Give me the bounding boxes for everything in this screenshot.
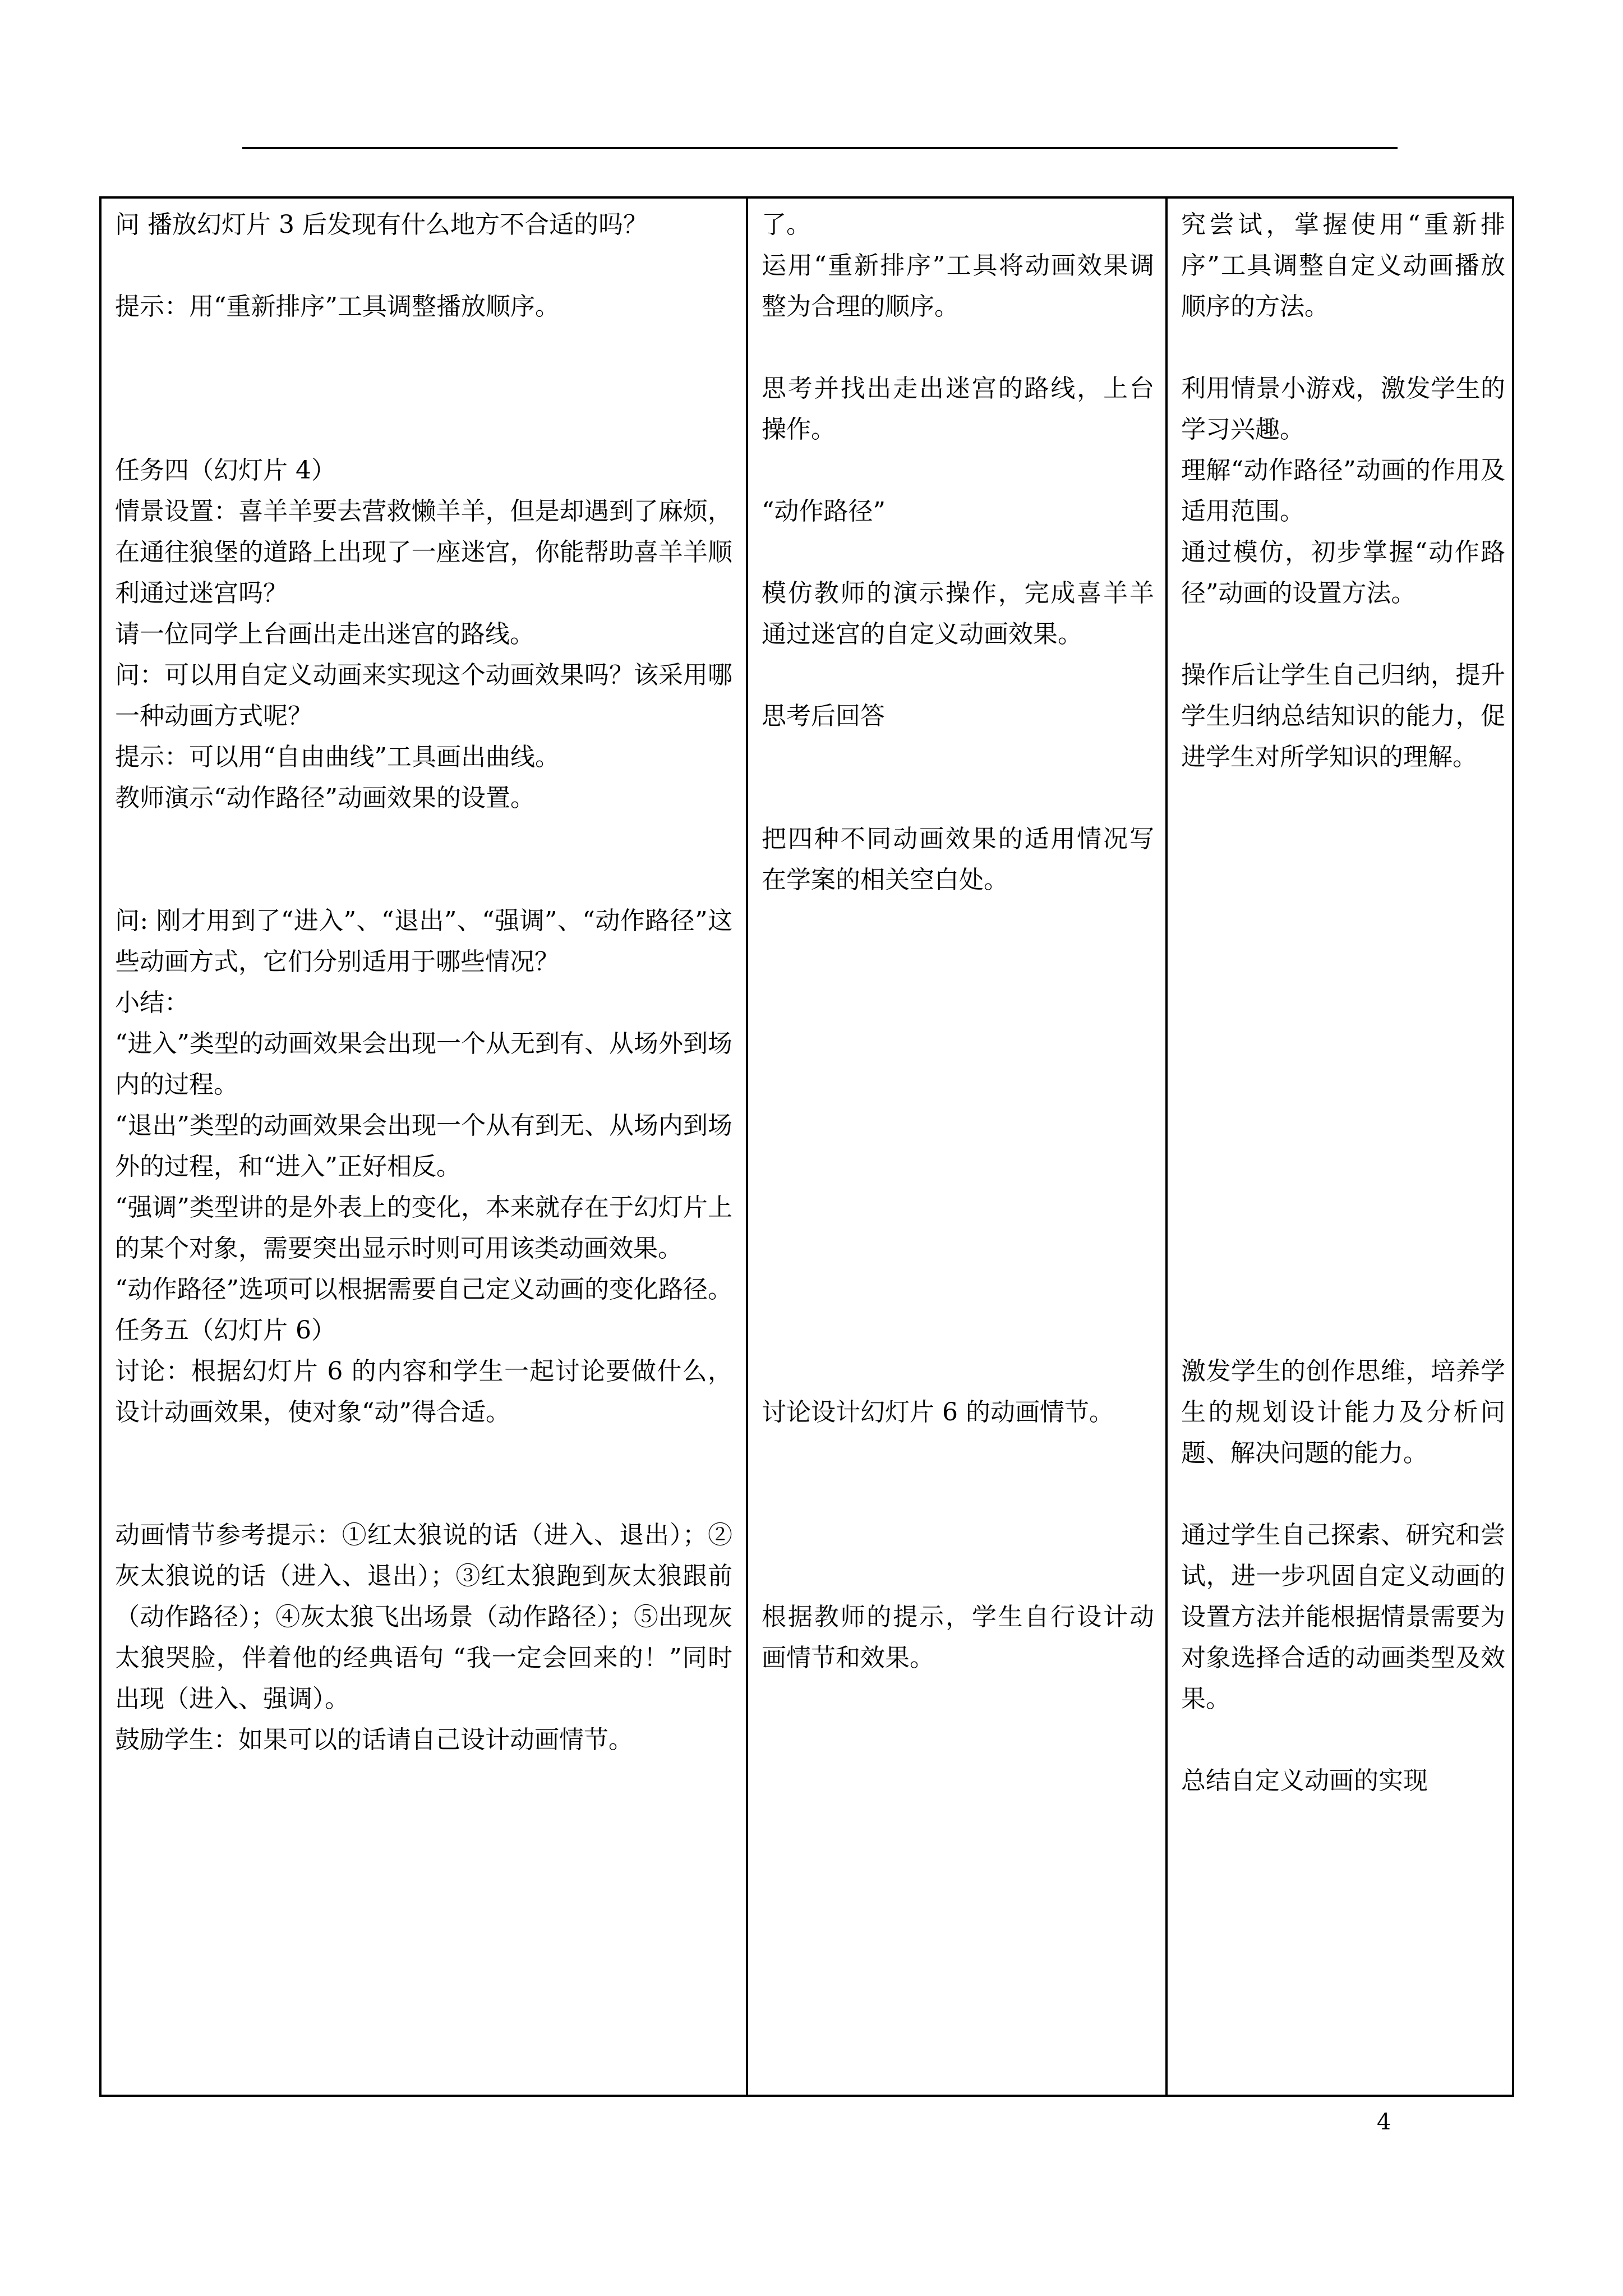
design-intent: 理解“动作路径”动画的作用及适用范围。 <box>1181 456 1505 526</box>
summary-title: 小结： <box>115 988 189 1017</box>
teacher-question: 问: 刚才用到了“进入”、“退出”、“强调”、“动作路径”这些动画方式，它们分别适用于哪些情况？ <box>115 907 732 976</box>
student-activity: 思考后回答 <box>762 702 885 730</box>
teacher-instruction: 请一位同学上台画出走出迷宫的路线。 <box>115 620 534 648</box>
design-intent: 通过模仿，初步掌握“动作路径”动画的设置方法。 <box>1181 538 1505 608</box>
design-intent: 激发学生的创作思维，培养学生的规划设计能力及分析问题、解决问题的能力。 <box>1181 1357 1505 1467</box>
animation-plot-hint: 动画情节参考提示：①红太狼说的话（进入、退出）；②灰太狼说的话（进入、退出）；③红太狼跑到灰太狼跟前（动作路径）；④灰太狼飞出场景（动作路径）；⑤出现灰太狼哭脸，伴着他的经典语句 “我一定会回来的！”同时出现（进入、强调）。 <box>115 1521 732 1713</box>
design-intent: 操作后让学生自己归纳，提升学生归纳总结知识的能力，促进学生对所学知识的理解。 <box>1181 661 1505 771</box>
teacher-demo: 教师演示“动作路径”动画效果的设置。 <box>115 784 535 812</box>
teacher-hint: 提示：用“重新排序”工具调整播放顺序。 <box>115 292 560 321</box>
design-intent: 通过学生自己探索、研究和尝试，进一步巩固自定义动画的设置方法并能根据情景需要为对象选择合适的动画类型及效果。 <box>1181 1521 1505 1713</box>
student-activity: 根据教师的提示，学生自行设计动画情节和效果。 <box>762 1603 1154 1672</box>
student-activity: 讨论设计幻灯片 6 的动画情节。 <box>762 1398 1114 1427</box>
page-number: 4 <box>1377 2109 1391 2135</box>
student-activity: 模仿教师的演示操作，完成喜羊羊通过迷宫的自定义动画效果。 <box>762 579 1154 648</box>
encouragement: 鼓励学生：如果可以的话请自己设计动画情节。 <box>115 1726 633 1754</box>
summary-item: “进入”类型的动画效果会出现一个从无到有、从场外到场内的过程。 <box>115 1029 732 1099</box>
student-activity: 思考并找出走出迷宫的路线，上台操作。 <box>762 374 1154 444</box>
teacher-question: 问：可以用自定义动画来实现这个动画效果吗？该采用哪一种动画方式呢？ <box>115 661 732 730</box>
task-five-title: 任务五（幻灯片 6） <box>115 1316 336 1345</box>
scenario-setting: 情景设置：喜羊羊要去营救懒羊羊，但是却遇到了麻烦，在通往狼堡的道路上出现了一座迷宫，你能帮助喜羊羊顺利通过迷宫吗？ <box>115 497 732 608</box>
student-activity: 把四种不同动画效果的适用情况写在学案的相关空白处。 <box>762 825 1154 894</box>
student-activity: “动作路径” <box>762 497 886 526</box>
lesson-table <box>99 196 1514 2097</box>
task-four-title: 任务四（幻灯片 4） <box>115 456 336 485</box>
student-activity-column <box>748 199 1165 2095</box>
design-intent: 总结自定义动画的实现 <box>1181 1766 1428 1795</box>
discussion: 讨论：根据幻灯片 6 的内容和学生一起讨论要做什么，设计动画效果，使对象“动”得合适。 <box>115 1357 732 1427</box>
design-intent: 利用情景小游戏，激发学生的学习兴趣。 <box>1181 374 1505 444</box>
student-activity: 了。 <box>762 210 811 239</box>
student-activity: 运用“重新排序”工具将动画效果调整为合理的顺序。 <box>762 251 1154 321</box>
summary-item: “退出”类型的动画效果会出现一个从有到无、从场内到场外的过程，和“进入”正好相反。 <box>115 1111 732 1181</box>
teacher-question: 问 播放幻灯片 3 后发现有什么地方不合适的吗？ <box>115 210 648 239</box>
teacher-hint: 提示：可以用“自由曲线”工具画出曲线。 <box>115 743 560 771</box>
header-rule <box>242 147 1398 149</box>
summary-item: “动作路径”选项可以根据需要自己定义动画的变化路径。 <box>115 1275 732 1304</box>
summary-item: “强调”类型讲的是外表上的变化，本来就存在于幻灯片上的某个对象，需要突出显示时则可用该类动画效果。 <box>115 1193 732 1263</box>
design-intent-column <box>1168 199 1514 2095</box>
teacher-activity-column <box>102 199 746 2095</box>
design-intent: 究尝试，掌握使用“重新排序”工具调整自定义动画播放顺序的方法。 <box>1181 210 1505 321</box>
